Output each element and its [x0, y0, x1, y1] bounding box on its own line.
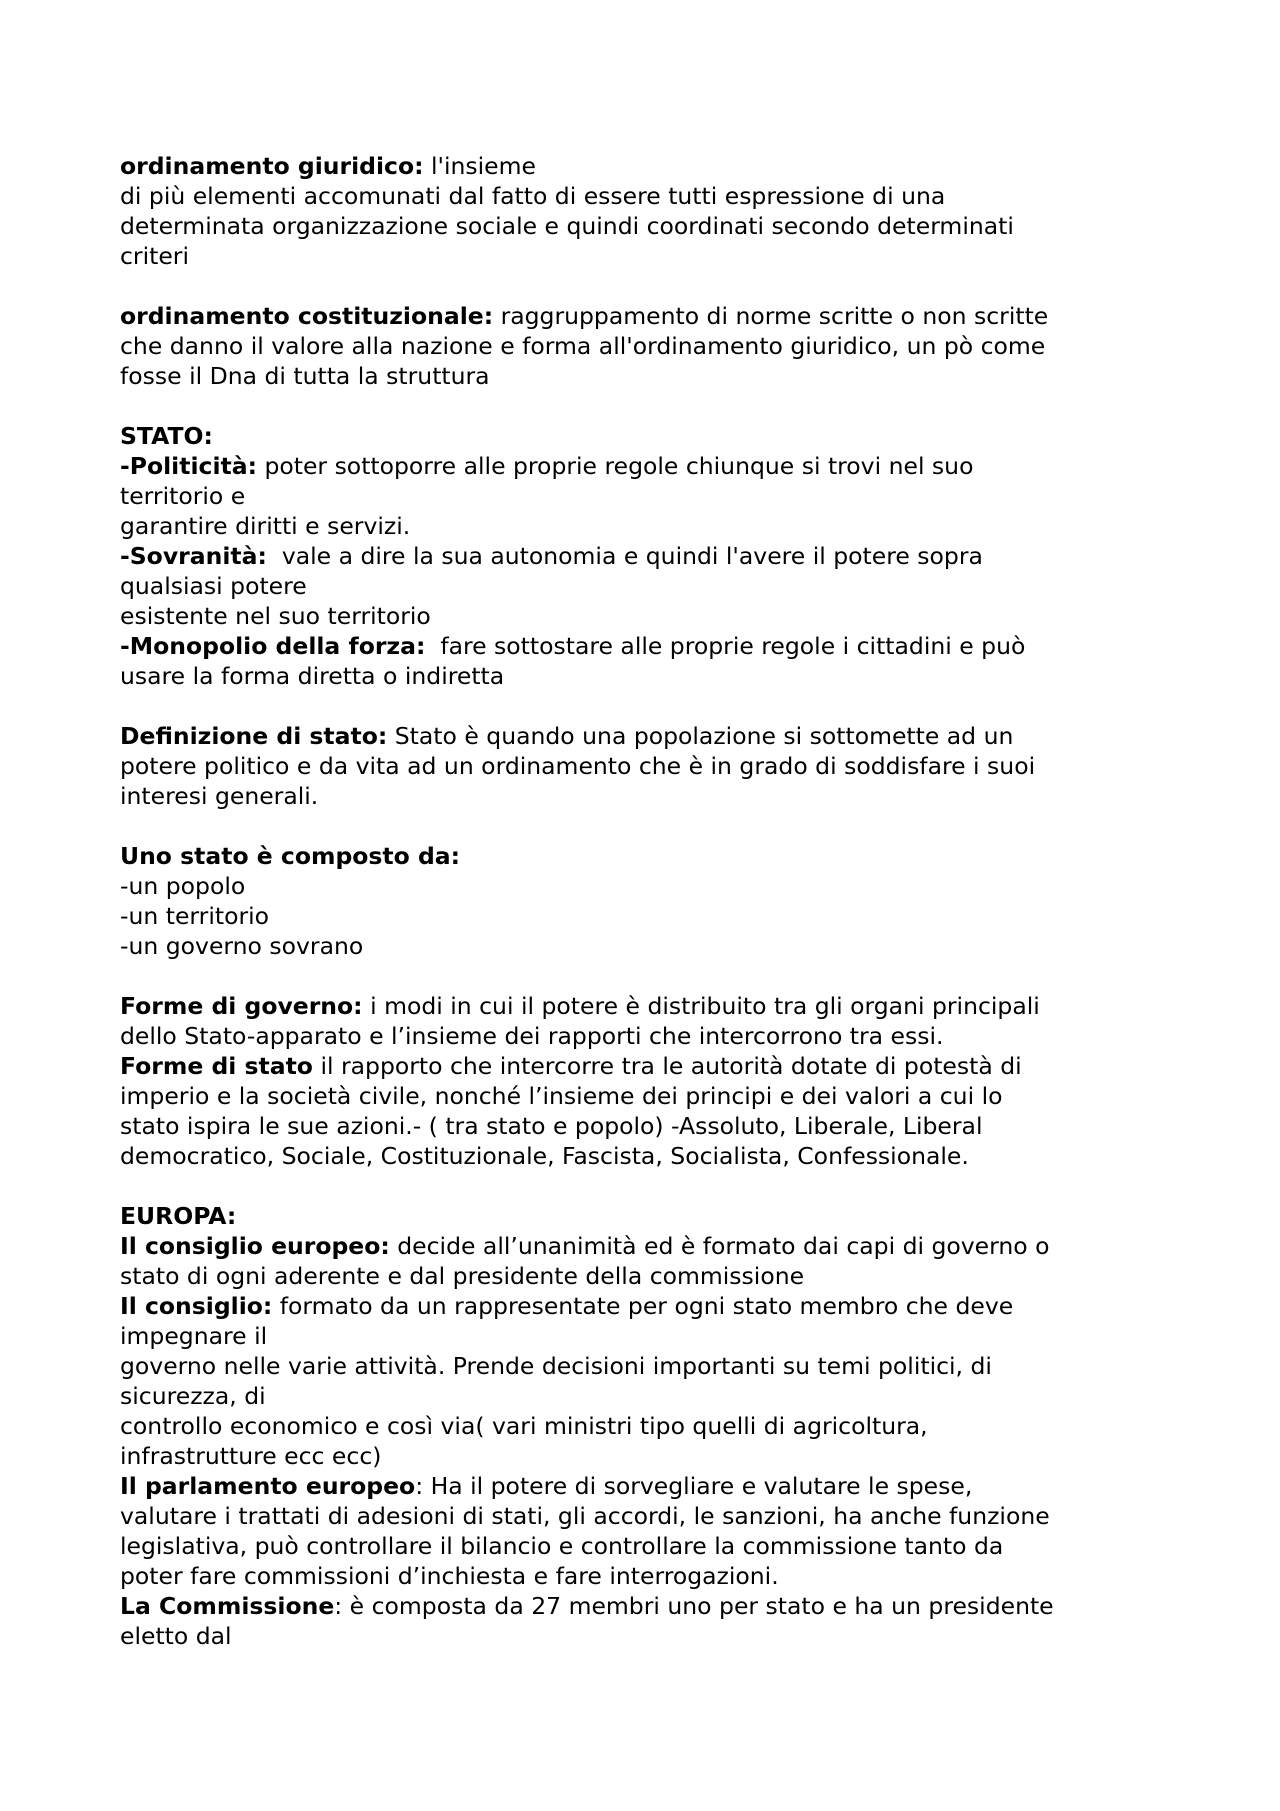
text-line — [120, 1261, 1170, 1291]
line-text: sicurezza, di — [120, 1382, 266, 1410]
text-line — [120, 841, 1170, 871]
text-line — [120, 751, 1170, 781]
text-line — [120, 601, 1170, 631]
line-text: -un governo sovrano — [120, 932, 364, 960]
line-text: che danno il valore alla nazione e forma all'ordinamento giuridico, un pò come — [120, 332, 1046, 360]
text-line — [120, 1621, 1170, 1651]
line-text: vale a dire la sua autonomia e quindi l'avere il potere sopra — [266, 542, 983, 570]
text-line — [120, 1321, 1170, 1351]
text-line — [120, 1141, 1170, 1171]
text-line — [120, 721, 1170, 751]
text-line — [120, 571, 1170, 601]
text-line — [120, 361, 1170, 391]
document-section — [120, 991, 1170, 1171]
line-text: potere politico e da vita ad un ordinamento che è in grado di soddisfare i suoi — [120, 752, 1036, 780]
line-text: infrastrutture ecc ecc) — [120, 1442, 382, 1470]
text-line — [120, 931, 1170, 961]
paragraph-gap — [120, 271, 1170, 301]
line-text: -un territorio — [120, 902, 270, 930]
line-text: eletto dal — [120, 1622, 232, 1650]
text-line — [120, 1381, 1170, 1411]
line-text: usare la forma diretta o indiretta — [120, 662, 505, 690]
line-text: raggruppamento di norme scritte o non scritte — [493, 302, 1049, 330]
document-page — [120, 151, 1170, 1651]
text-line — [120, 331, 1170, 361]
paragraph-gap — [120, 961, 1170, 991]
document-section — [120, 151, 1170, 271]
document-section — [120, 421, 1170, 691]
paragraph-gap — [120, 811, 1170, 841]
text-line — [120, 781, 1170, 811]
line-text: decide all’unanimità ed è formato dai capi di governo o — [389, 1232, 1050, 1260]
document-section — [120, 841, 1170, 961]
bold-term: ordinamento giuridico: — [120, 152, 424, 180]
line-text: dello Stato-apparato e l’insieme dei rapporti che intercorrono tra essi. — [120, 1022, 944, 1050]
bold-term: Il consiglio: — [120, 1292, 273, 1320]
text-line — [120, 451, 1170, 481]
line-text: qualsiasi potere — [120, 572, 307, 600]
text-line — [120, 1501, 1170, 1531]
text-line — [120, 1351, 1170, 1381]
line-text: criteri — [120, 242, 189, 270]
text-line — [120, 1471, 1170, 1501]
line-text: : è composta da 27 membri uno per stato e ha un presidente — [334, 1592, 1054, 1620]
line-text: fosse il Dna di tutta la struttura — [120, 362, 490, 390]
bold-term: La Commissione — [120, 1592, 335, 1620]
line-text: legislativa, può controllare il bilancio e controllare la commissione tanto da — [120, 1532, 1004, 1560]
line-text: controllo economico e così via( vari ministri tipo quelli di agricoltura, — [120, 1412, 928, 1440]
paragraph-gap — [120, 691, 1170, 721]
paragraph-gap — [120, 1171, 1170, 1201]
line-text: di più elementi accomunati dal fatto di essere tutti espressione di una — [120, 182, 946, 210]
line-text: interesi generali. — [120, 782, 319, 810]
line-text: i modi in cui il potere è distribuito tra gli organi principali — [362, 992, 1040, 1020]
text-line — [120, 1561, 1170, 1591]
bold-term: -Sovranità: — [120, 542, 267, 570]
line-text: poter sottoporre alle proprie regole chiunque si trovi nel suo — [257, 452, 974, 480]
line-text: l'insieme — [423, 152, 536, 180]
text-line — [120, 301, 1170, 331]
line-text: governo nelle varie attività. Prende decisioni importanti su temi politici, di — [120, 1352, 992, 1380]
text-line — [120, 661, 1170, 691]
text-line — [120, 1441, 1170, 1471]
text-line — [120, 181, 1170, 211]
text-line — [120, 901, 1170, 931]
text-line — [120, 1051, 1170, 1081]
line-text: formato da un rappresentate per ogni stato membro che deve — [272, 1292, 1014, 1320]
line-text: il rapporto che intercorre tra le autorità dotate di potestà di — [312, 1052, 1022, 1080]
bold-term: Forme di stato — [120, 1052, 313, 1080]
line-text: valutare i trattati di adesioni di stati, gli accordi, le sanzioni, ha anche funzione — [120, 1502, 1050, 1530]
line-text: impegnare il — [120, 1322, 268, 1350]
line-text: stato di ogni aderente e dal presidente della commissione — [120, 1262, 805, 1290]
line-text: determinata organizzazione sociale e quindi coordinati secondo determinati — [120, 212, 1014, 240]
text-line — [120, 1081, 1170, 1111]
text-line — [120, 1291, 1170, 1321]
paragraph-gap — [120, 391, 1170, 421]
text-line — [120, 1411, 1170, 1441]
text-line — [120, 1231, 1170, 1261]
text-line — [120, 631, 1170, 661]
text-line — [120, 241, 1170, 271]
text-line — [120, 541, 1170, 571]
bold-term: -Politicità: — [120, 452, 257, 480]
text-line — [120, 211, 1170, 241]
text-line — [120, 871, 1170, 901]
line-text: democratico, Sociale, Costituzionale, Fascista, Socialista, Confessionale. — [120, 1142, 969, 1170]
document-section — [120, 1201, 1170, 1651]
line-text: -un popolo — [120, 872, 246, 900]
bold-term: STATO: — [120, 422, 213, 450]
text-line — [120, 511, 1170, 541]
line-text: imperio e la società civile, nonché l’insieme dei principi e dei valori a cui lo — [120, 1082, 1003, 1110]
line-text: garantire diritti e servizi. — [120, 512, 411, 540]
text-line — [120, 991, 1170, 1021]
bold-term: Definizione di stato: — [120, 722, 388, 750]
text-line — [120, 1021, 1170, 1051]
line-text: poter fare commissioni d’inchiesta e fare interrogazioni. — [120, 1562, 779, 1590]
bold-term: Forme di governo: — [120, 992, 363, 1020]
text-line — [120, 421, 1170, 451]
bold-term: ordinamento costituzionale: — [120, 302, 494, 330]
bold-term: -Monopolio della forza: — [120, 632, 426, 660]
bold-term: EUROPA: — [120, 1202, 237, 1230]
text-line — [120, 1591, 1170, 1621]
bold-term: Uno stato è composto da: — [120, 842, 461, 870]
text-line — [120, 151, 1170, 181]
document-section — [120, 721, 1170, 811]
bold-term: Il parlamento europeo — [120, 1472, 416, 1500]
line-text: Stato è quando una popolazione si sottomette ad un — [387, 722, 1014, 750]
bold-term: Il consiglio europeo: — [120, 1232, 390, 1260]
line-text: esistente nel suo territorio — [120, 602, 431, 630]
line-text: stato ispira le sue azioni.- ( tra stato e popolo) -Assoluto, Liberale, Liberal — [120, 1112, 983, 1140]
line-text: territorio e — [120, 482, 246, 510]
document-section — [120, 301, 1170, 391]
text-line — [120, 1201, 1170, 1231]
line-text: fare sottostare alle proprie regole i cittadini e può — [425, 632, 1026, 660]
text-line — [120, 1531, 1170, 1561]
line-text: : Ha il potere di sorvegliare e valutare le spese, — [415, 1472, 973, 1500]
text-line — [120, 481, 1170, 511]
text-line — [120, 1111, 1170, 1141]
